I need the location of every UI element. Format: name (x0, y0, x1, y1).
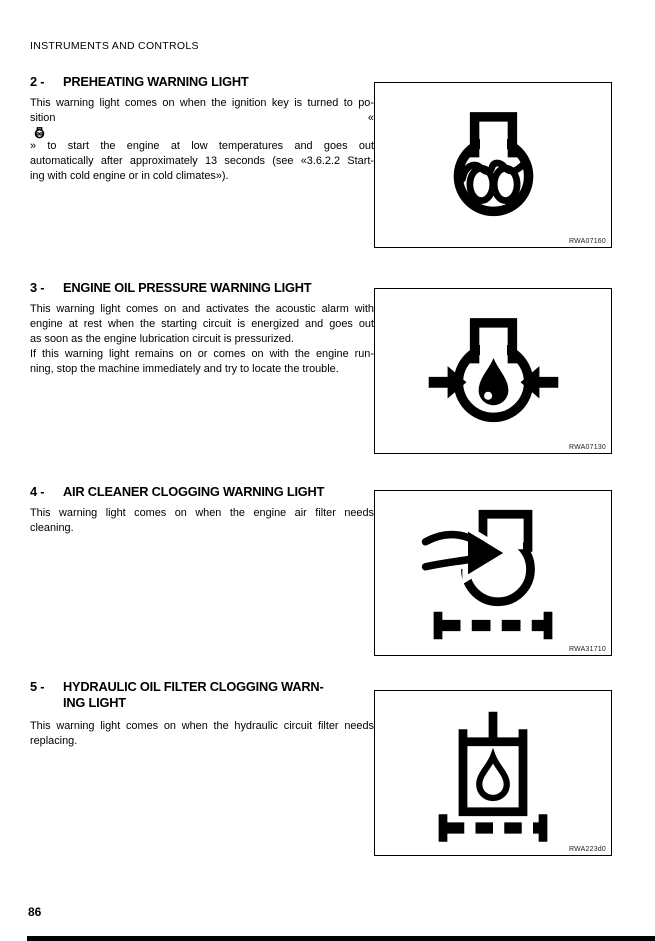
section-title-line: HYDRAULIC OIL FILTER CLOGGING WARN- (63, 679, 324, 694)
figure-code: RWA223d0 (568, 846, 606, 853)
body-line: cleaning. (30, 522, 74, 534)
section-body (30, 719, 374, 749)
figure-oil-pressure (374, 288, 612, 454)
body-line: If this warning light remains on or comes on with the engine run- (30, 348, 374, 360)
body-line: engine at rest when the starting circuit is energized and goes out (30, 318, 374, 330)
section-title: AIR CLEANER CLOGGING WARNING LIGHT (63, 484, 325, 499)
body-line: as soon as the engine lubrication circuit is pressurized. (30, 333, 294, 345)
figure-code: RWA07160 (568, 238, 606, 245)
section-title: PREHEATING WARNING LIGHT (63, 74, 249, 89)
page-number: 86 (28, 905, 42, 919)
body-line (30, 111, 374, 154)
body-line: This warning light comes on when the hydraulic circuit filter needs (30, 720, 374, 732)
footer-rule (27, 936, 655, 941)
body-line: This warning light comes on when the engine air filter needs (30, 507, 374, 519)
body-line: ning, stop the machine immediately and try to locate the trouble. (30, 363, 339, 375)
figure-air-cleaner (374, 490, 612, 656)
body-text: » to start the engine at low temperatures and goes out (30, 140, 374, 152)
body-line: replacing. (30, 735, 78, 747)
body-line: automatically after approximately 13 seconds (see «3.6.2.2 Start- (30, 155, 374, 167)
section-title (63, 679, 324, 711)
section-title: ENGINE OIL PRESSURE WARNING LIGHT (63, 280, 312, 295)
section-body (30, 302, 374, 377)
figure-code: RWA07130 (568, 444, 606, 451)
section-hydraulic-filter (30, 679, 374, 749)
section-oil-pressure (30, 280, 374, 377)
section-title-line: ING LIGHT (63, 695, 126, 710)
section-number: 3 - (30, 280, 45, 295)
figure-code: RWA31710 (568, 646, 606, 653)
body-line: This warning light comes on and activates the acoustic alarm with (30, 303, 374, 315)
figure-preheating (374, 82, 612, 248)
section-air-cleaner (30, 484, 374, 536)
hydraulic-oil-filter-clogging-symbol-icon (418, 704, 568, 842)
air-cleaner-clogging-symbol-icon (418, 504, 568, 642)
body-line: This warning light comes on when the ignition key is turned to po- (30, 97, 374, 109)
section-heading (30, 280, 374, 296)
section-heading (30, 74, 374, 90)
section-body (30, 96, 374, 184)
section-heading (30, 679, 374, 711)
figure-hydraulic-filter (374, 690, 612, 856)
page-header: INSTRUMENTS AND CONTROLS (30, 40, 199, 52)
section-number: 4 - (30, 484, 45, 499)
body-line: ing with cold engine or in cold climates»). (30, 170, 229, 182)
section-number: 2 - (30, 74, 45, 89)
section-number: 5 - (30, 679, 45, 694)
section-heading (30, 484, 374, 500)
section-preheating (30, 74, 374, 184)
oil-pressure-drop-with-arrows-symbol-icon (426, 304, 561, 439)
body-text: sition « (30, 112, 374, 124)
section-body (30, 506, 374, 536)
glow-plug-icon (33, 126, 46, 139)
glow-plug-preheating-symbol-icon (426, 98, 561, 233)
